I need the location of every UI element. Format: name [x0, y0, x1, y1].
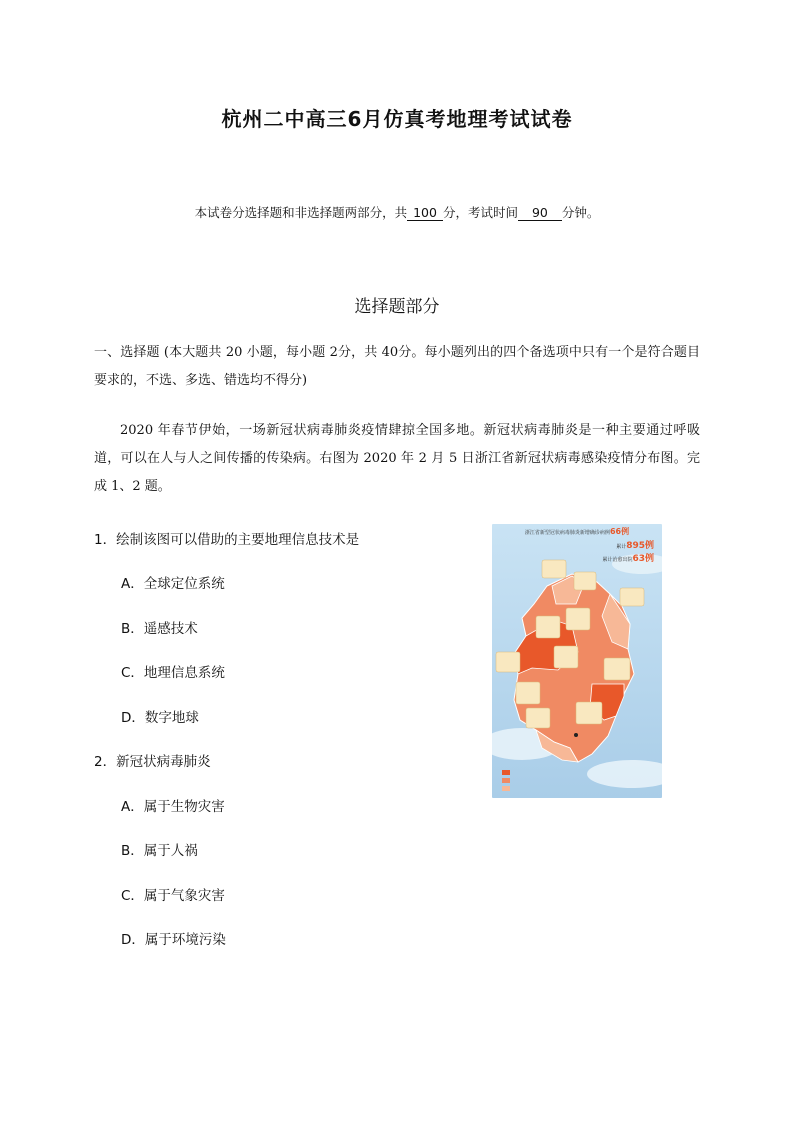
intro-text-before: 本试卷分选择题和非选择题两部分，共	[194, 205, 408, 220]
map-discharged-value: 63例	[632, 554, 654, 564]
question-2-option-d: D．属于环境污染	[121, 932, 226, 948]
question-1-option-d: D．数字地球	[121, 710, 199, 726]
exam-time-blank: 90	[518, 205, 562, 221]
map-discharged-stat	[602, 551, 654, 564]
intro-text-middle: 分，考试时间	[442, 205, 518, 220]
zhejiang-map-graphic	[492, 524, 662, 798]
question-2-option-b: B．属于人祸	[121, 843, 198, 859]
question-1-option-c: C．地理信息系统	[121, 665, 225, 681]
map-total-value: 895例	[626, 541, 654, 551]
total-score-blank: 100	[407, 205, 443, 221]
question-1-option-b: B．遥感技术	[121, 621, 198, 637]
map-legend	[502, 770, 510, 791]
question-1-stem: 1．绘制该图可以借助的主要地理信息技术是	[94, 532, 360, 548]
city-marker	[574, 733, 578, 737]
question-2-stem: 2．新冠状病毒肺炎	[94, 754, 211, 770]
epidemic-map-image	[492, 524, 662, 798]
map-total-stat	[616, 538, 654, 551]
question-1-option-a: A．全球定位系统	[121, 576, 225, 592]
map-total-label: 累计	[616, 544, 627, 550]
passage-paragraph: 2020 年春节伊始，一场新冠状病毒肺炎疫情肆掠全国多地。新冠状病毒肺炎是一种主要通过呼吸道，可以在人与人之间传播的传染病。右图为 2020 年 2 月 5 日浙江省新冠状病毒感染疫情分布图。完成 1、2 题。	[94, 423, 700, 494]
intro-text-after: 分钟。	[561, 205, 600, 220]
map-discharged-label: 累计治愈出院	[602, 557, 633, 563]
section-title: 选择题部分	[354, 297, 440, 317]
map-title	[492, 526, 662, 537]
instructions-paragraph: 一、选择题 (本大题共 20 小题，每小题 2分，共 40分。每小题列出的四个备选项中只有一个是符合题目要求的，不选、多选、错选均不得分)	[94, 345, 700, 388]
map-title-text: 浙江省新型冠状病毒肺炎新增确诊病例	[524, 530, 610, 536]
question-2-option-c: C．属于气象灾害	[121, 888, 225, 904]
question-2-option-a: A．属于生物灾害	[121, 799, 225, 815]
page-title: 杭州二中高三6月仿真考地理考试试卷	[221, 107, 573, 131]
map-new-cases: 66例	[609, 527, 630, 536]
exam-intro	[0, 203, 794, 221]
